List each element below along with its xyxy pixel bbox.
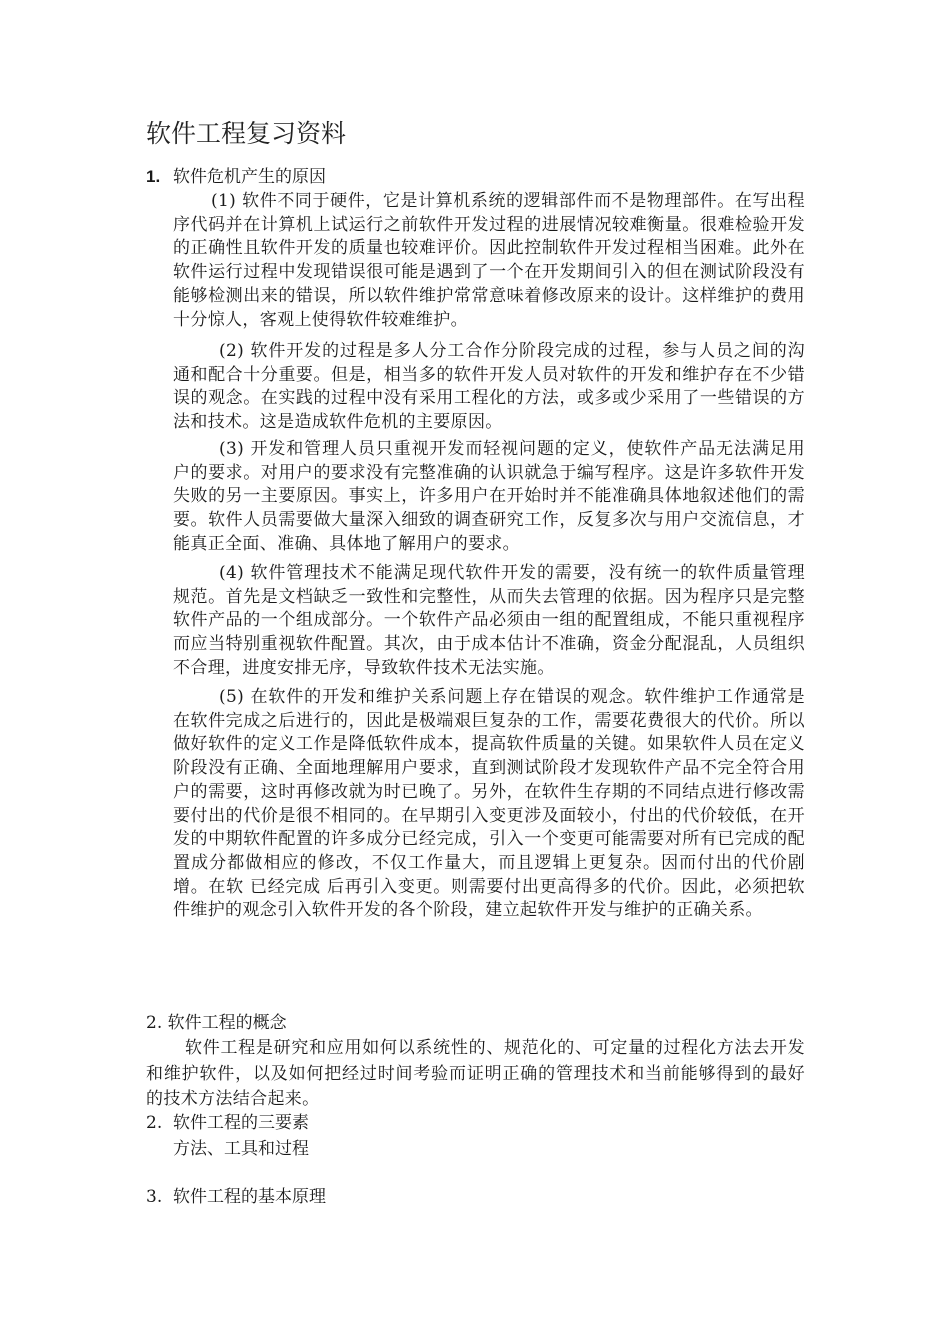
section-title: 软件工程的基本原理 [173, 1187, 326, 1207]
section-title: 软件危机产生的原因 [173, 167, 326, 187]
section-heading: 2. 软件工程的概念 [146, 1013, 287, 1033]
section-heading [146, 1110, 309, 1136]
document-title: 软件工程复习资料 [146, 119, 347, 148]
paragraph: (2) 软件开发的过程是多人分工合作分阶段完成的过程，参与人员之间的沟通和配合十分重要。但是，相当多的软件开发人员对软件的开发和维护存在不少错误的观念。在实践的过程中没有采用工程化的方法，或多或少采用了一些错误的方法和技术。这是造成软件危机的主要原因。 [173, 341, 805, 433]
paragraph: (1) 软件不同于硬件，它是计算机系统的逻辑部件而不是物理部件。在写出程序代码并在计算机上试运行之前软件开发过程的进展情况较难衡量。很难检验开发的正确性且软件开发的质量也较难评价。因此控制软件开发过程相当困难。此外在软件运行过程中发现错误很可能是遇到了一个在开发期间引入的但在测试阶段没有能够检测出来的错误，所以软件维护常常意味着修改原来的设计。这样维护的费用十分惊人，客观上使得软件较难维护。 [173, 191, 805, 330]
paragraph: 方法、工具和过程 [173, 1139, 309, 1159]
section-number: 3. [146, 1187, 163, 1207]
section-number: 2. [146, 1113, 163, 1133]
paragraph: (5) 在软件的开发和维护关系问题上存在错误的观念。软件维护工作通常是在软件完成之后进行的，因此是极端艰巨复杂的工作，需要花费很大的代价。所以做好软件的定义工作是降低软件成本，提高软件质量的关键。如果软件人员在定义阶段没有正确、全面地理解用户要求，直到测试阶段才发现软件产品不完全符合用户的需要，这时再修改就为时已晚了。另外，在软件生存期的不同结点进行修改需要付出的代价是很不相同的。在早期引入变更涉及面较小，付出的代价较低，在开发的中期软件配置的许多成分已经完成，引入一个变更可能需要对所有已完成的配置成分都做相应的修改，不仅工作量大，而且逻辑上更复杂。因而付出的代价剧增。在软 已经完成 后再引入变更。则需要付出更高得多的代价。因此，必须把软件维护的观念引入软件开发的各个阶段，建立起软件开发与维护的正确关系。 [173, 687, 805, 921]
section-title: 软件工程的三要素 [173, 1113, 309, 1133]
section-number: 1. [146, 167, 161, 186]
paragraph: (4) 软件管理技术不能满足现代软件开发的需要，没有统一的软件质量管理规范。首先是文档缺乏一致性和完整性，从而失去管理的依据。因为程序只是完整软件产品的一个组成部分。一个软件产品必须由一组的配置组成，不能只重视程序而应当特别重视软件配置。其次，由于成本估计不准确，资金分配混乱，人员组织不合理，进度安排无序，导致软件技术无法实施。 [173, 563, 805, 678]
paragraph: (3) 开发和管理人员只重视开发而轻视问题的定义，使软件产品无法满足用户的要求。对用户的要求没有完整准确的认识就急于编写程序。这是许多软件开发失败的另一主要原因。事实上，许多用户在开始时并不能准确具体地叙述他们的需要。软件人员需要做大量深入细致的调查研究工作，反复多次与用户交流信息，才能真正全面、准确、具体地了解用户的要求。 [173, 439, 805, 554]
section-heading [146, 1184, 326, 1210]
section-heading [146, 164, 326, 190]
paragraph: 软件工程是研究和应用如何以系统性的、规范化的、可定量的过程化方法去开发和维护软件，以及如何把经过时间考验而证明正确的管理技术和当前能够得到的最好的技术方法结合起来。 [146, 1038, 805, 1109]
